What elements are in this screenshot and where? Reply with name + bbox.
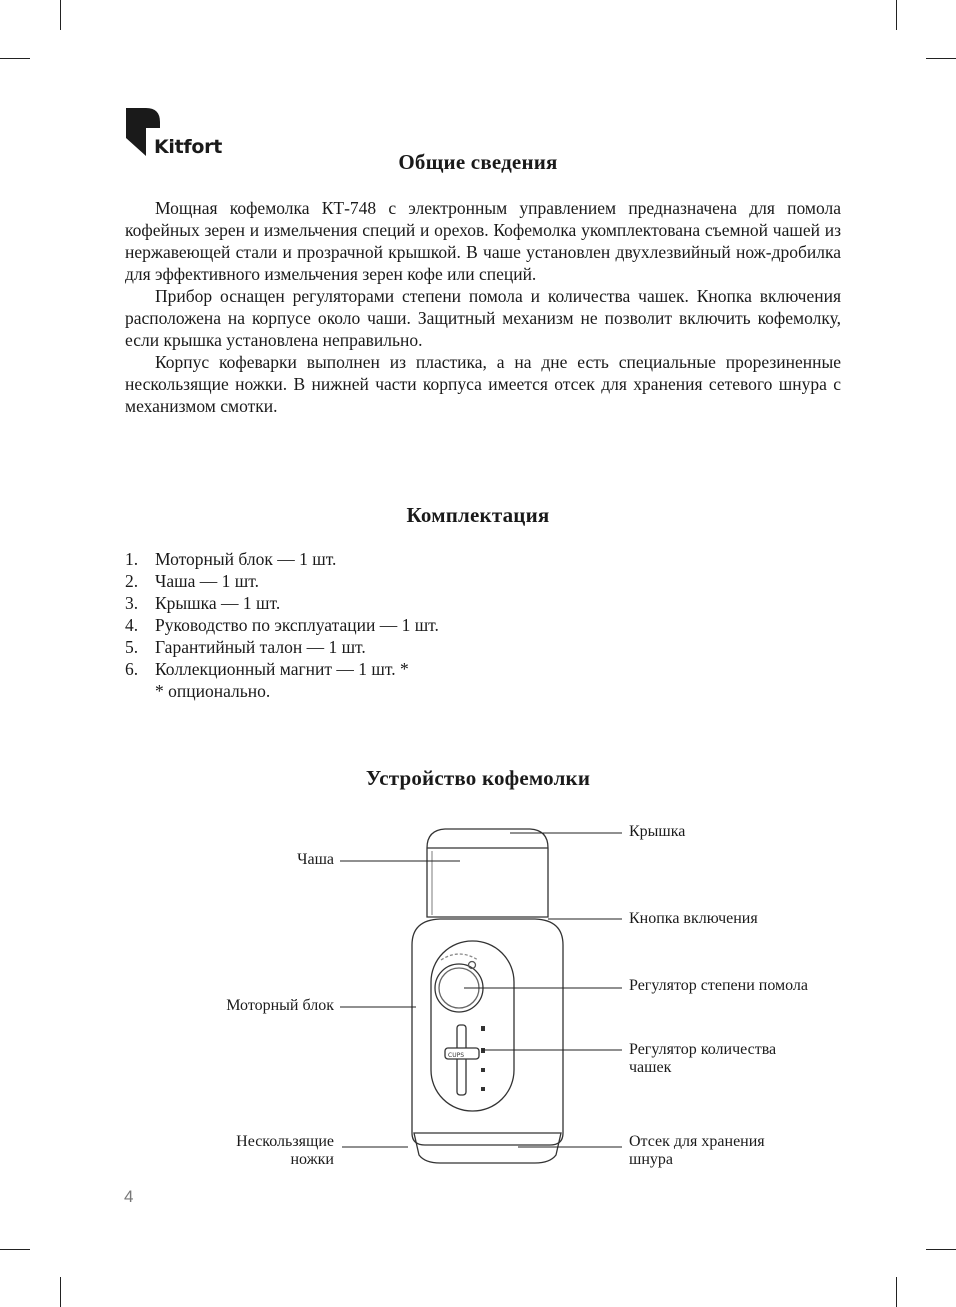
label-line: Регулятор количества (629, 1041, 777, 1058)
bowl-lid-shape (427, 829, 548, 917)
paragraph: Корпус кофеварки выполнен из пластика, а на дне есть специальные прорезиненные нескользящие ножки. В нижней части корпуса имеется отсек для хранения сетевого шнура с механизмом смотки. (125, 352, 841, 416)
grinder-diagram (0, 815, 956, 1185)
general-text (125, 197, 841, 417)
label-grind-regulator: Регулятор степени помола (629, 977, 809, 994)
paragraph: Прибор оснащен регуляторами степени помола и количества чашек. Кнопка включения расположена на корпусе около чаши. Защитный механизм не позволит включить кофемолку, если крышка установлена неправильно. (125, 286, 841, 350)
list-text: Коллекционный магнит — 1 шт. * (155, 659, 409, 679)
label-line: ножки (290, 1151, 334, 1168)
list-item (125, 570, 439, 592)
crop-mark (0, 1249, 30, 1250)
crop-mark (896, 0, 897, 30)
label-cord-storage (629, 1133, 765, 1169)
list-note: * опционально. (155, 681, 271, 701)
list-text: Гарантийный талон — 1 шт. (155, 637, 366, 657)
label-line: чашек (629, 1059, 672, 1076)
package-list (125, 548, 439, 702)
grinder-illustration (0, 815, 956, 1185)
list-number: 6. (125, 659, 139, 679)
crop-mark (896, 1277, 897, 1307)
label-cups-regulator (629, 1041, 776, 1077)
brand-name: Kitfort (154, 136, 222, 158)
control-panel-shape (431, 941, 514, 1111)
list-number: 4. (125, 615, 139, 635)
list-number: 2. (125, 571, 139, 591)
list-item (125, 614, 439, 636)
list-item (125, 636, 439, 658)
list-text: Моторный блок — 1 шт. (155, 549, 337, 569)
paragraph: Мощная кофемолка КТ-748 с электронным управлением предназначена для помола кофейных зерен и измельчения специй и орехов. Кофемолка укомплектована съемной чашей из нержавеющей стали и прозрачной крышкой. В чаше установлен двухлезвийный нож-дробилка для эффективного измельчения зерен кофе или специй. (125, 198, 841, 284)
list-item (125, 658, 439, 680)
crop-mark (926, 1249, 956, 1250)
crop-mark (926, 58, 956, 59)
crop-mark (60, 1277, 61, 1307)
list-text: Руководство по эксплуатации — 1 шт. (155, 615, 439, 635)
crop-mark (0, 58, 30, 59)
label-non-slip-feet (236, 1133, 334, 1169)
section-title-package: Комплектация (406, 503, 550, 527)
label-power-button: Кнопка включения (629, 910, 758, 927)
list-number: 3. (125, 593, 139, 613)
crop-mark (60, 0, 61, 30)
list-item (125, 592, 439, 614)
label-line: Нескользящие (236, 1133, 334, 1150)
label-motor-block: Моторный блок (226, 997, 334, 1014)
list-item (125, 548, 439, 570)
label-line: Отсек для хранения (629, 1133, 765, 1150)
label-lid: Крышка (629, 823, 686, 840)
motor-body-shape (412, 919, 563, 1145)
label-bowl: Чаша (297, 851, 334, 868)
panel-label: CUPS (448, 1052, 465, 1059)
section-title-general: Общие сведения (398, 150, 558, 174)
list-number: 1. (125, 549, 139, 569)
label-line: шнура (629, 1151, 673, 1168)
section-title-device: Устройство кофемолки (365, 766, 591, 790)
list-number: 5. (125, 637, 139, 657)
list-text: Чаша — 1 шт. (155, 571, 259, 591)
page-number: 4 (124, 1187, 134, 1206)
list-text: Крышка — 1 шт. (155, 593, 281, 613)
